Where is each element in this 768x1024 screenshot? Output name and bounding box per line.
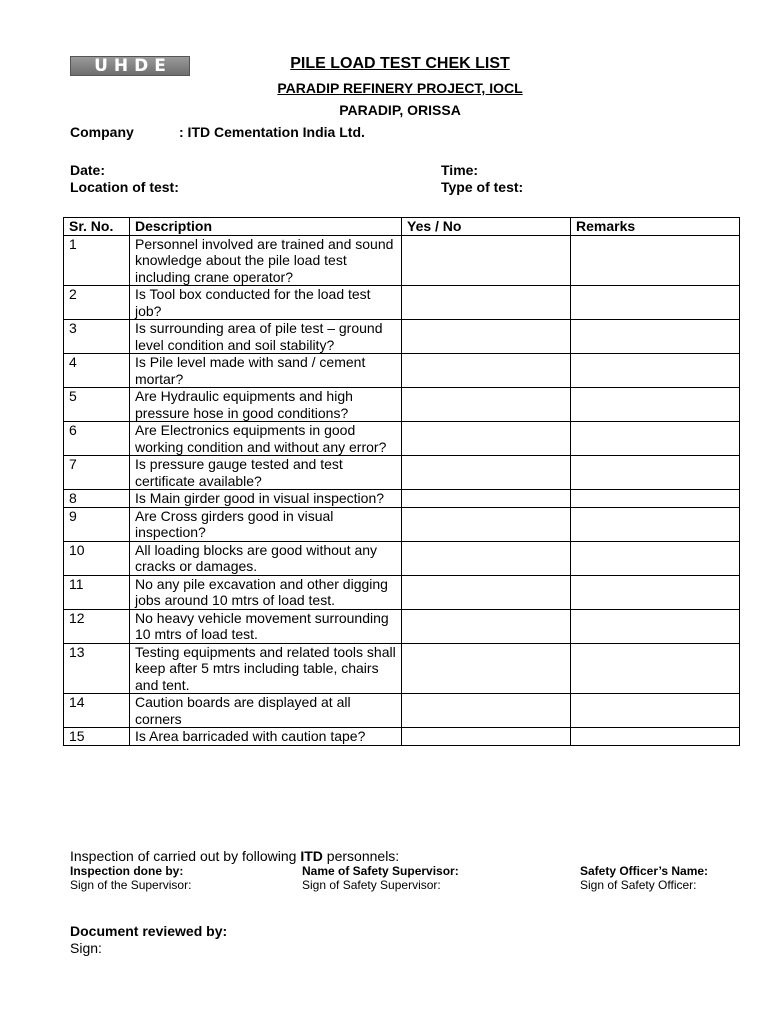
- reviewer-sign-label: Sign:: [70, 940, 102, 956]
- row-yes-no-cell: [402, 541, 571, 575]
- row-yes-no-cell: [402, 490, 571, 508]
- inspection-done-by-label: Inspection done by:: [70, 864, 184, 878]
- row-sr-no: 9: [64, 507, 130, 541]
- row-sr-no: 2: [64, 286, 130, 320]
- row-sr-no: 8: [64, 490, 130, 508]
- table-row: [64, 422, 740, 456]
- document-title: PILE LOAD TEST CHEK LIST: [290, 55, 510, 72]
- inspection-intro-company: ITD: [300, 848, 323, 864]
- location-of-test-label: Location of test:: [70, 179, 179, 195]
- row-description: Is Main girder good in visual inspection?: [130, 490, 402, 508]
- row-description: Are Hydraulic equipments and high pressure hose in good conditions?: [130, 388, 402, 422]
- table-row: [64, 490, 740, 508]
- row-sr-no: 12: [64, 609, 130, 643]
- row-remarks-cell: [571, 507, 740, 541]
- safety-supervisor-sign-label: Sign of Safety Supervisor:: [302, 878, 441, 892]
- type-of-test-label: Type of test:: [441, 179, 524, 195]
- header-sr-no: Sr. No.: [64, 218, 130, 236]
- row-sr-no: 6: [64, 422, 130, 456]
- row-remarks-cell: [571, 694, 740, 728]
- row-description: No heavy vehicle movement surrounding 10 mtrs of load test.: [130, 609, 402, 643]
- safety-supervisor-name-label: Name of Safety Supervisor:: [302, 864, 459, 878]
- row-remarks-cell: [571, 422, 740, 456]
- row-sr-no: 13: [64, 643, 130, 694]
- row-remarks-cell: [571, 235, 740, 286]
- row-sr-no: 5: [64, 388, 130, 422]
- row-yes-no-cell: [402, 286, 571, 320]
- row-description: Testing equipments and related tools shall keep after 5 mtrs including table, chairs and tent.: [130, 643, 402, 694]
- row-yes-no-cell: [402, 728, 571, 746]
- row-description: Are Cross girders good in visual inspection?: [130, 507, 402, 541]
- row-sr-no: 15: [64, 728, 130, 746]
- row-yes-no-cell: [402, 643, 571, 694]
- row-description: All loading blocks are good without any cracks or damages.: [130, 541, 402, 575]
- table-row: [64, 320, 740, 354]
- row-remarks-cell: [571, 388, 740, 422]
- checklist-body: [64, 235, 740, 745]
- row-description: Is Tool box conducted for the load test job?: [130, 286, 402, 320]
- row-remarks-cell: [571, 320, 740, 354]
- project-name: PARADIP REFINERY PROJECT, IOCL: [277, 80, 523, 96]
- table-row: [64, 541, 740, 575]
- table-row: [64, 575, 740, 609]
- table-row: [64, 235, 740, 286]
- row-remarks-cell: [571, 456, 740, 490]
- table-row: [64, 507, 740, 541]
- row-description: No any pile excavation and other digging jobs around 10 mtrs of load test.: [130, 575, 402, 609]
- row-yes-no-cell: [402, 609, 571, 643]
- row-sr-no: 10: [64, 541, 130, 575]
- row-sr-no: 14: [64, 694, 130, 728]
- row-sr-no: 4: [64, 354, 130, 388]
- row-yes-no-cell: [402, 507, 571, 541]
- row-yes-no-cell: [402, 354, 571, 388]
- table-row: [64, 609, 740, 643]
- row-description: Caution boards are displayed at all corners: [130, 694, 402, 728]
- inspection-intro-post: personnels:: [322, 848, 400, 864]
- inspection-intro-pre: Inspection of carried out by following: [70, 848, 301, 864]
- safety-officer-name-label: Safety Officer’s Name:: [580, 864, 709, 878]
- supervisor-sign-label: Sign of the Supervisor:: [70, 878, 192, 892]
- safety-officer-sign-label: Sign of Safety Officer:: [580, 878, 697, 892]
- date-label: Date:: [70, 162, 106, 178]
- company-value: : ITD Cementation India Ltd.: [179, 124, 365, 140]
- row-remarks-cell: [571, 728, 740, 746]
- checklist-table: [63, 217, 740, 746]
- document-reviewed-by-label: Document reviewed by:: [70, 923, 228, 939]
- row-remarks-cell: [571, 354, 740, 388]
- header-description: Description: [130, 218, 402, 236]
- table-row: [64, 286, 740, 320]
- header-remarks: Remarks: [571, 218, 740, 236]
- row-yes-no-cell: [402, 456, 571, 490]
- row-sr-no: 7: [64, 456, 130, 490]
- table-row: [64, 728, 740, 746]
- header-yes-no: Yes / No: [402, 218, 571, 236]
- row-remarks-cell: [571, 541, 740, 575]
- row-description: Is Pile level made with sand / cement mortar?: [130, 354, 402, 388]
- table-row: [64, 643, 740, 694]
- table-row: [64, 354, 740, 388]
- table-header-row: [64, 218, 740, 236]
- row-yes-no-cell: [402, 388, 571, 422]
- row-description: Is surrounding area of pile test – ground level condition and soil stability?: [130, 320, 402, 354]
- row-remarks-cell: [571, 643, 740, 694]
- row-yes-no-cell: [402, 575, 571, 609]
- row-description: Is pressure gauge tested and test certificate available?: [130, 456, 402, 490]
- row-sr-no: 3: [64, 320, 130, 354]
- row-description: Is Area barricaded with caution tape?: [130, 728, 402, 746]
- row-remarks-cell: [571, 490, 740, 508]
- row-yes-no-cell: [402, 422, 571, 456]
- project-location: PARADIP, ORISSA: [339, 102, 461, 118]
- row-description: Are Electronics equipments in good working condition and without any error?: [130, 422, 402, 456]
- row-yes-no-cell: [402, 320, 571, 354]
- row-yes-no-cell: [402, 235, 571, 286]
- row-description: Personnel involved are trained and sound knowledge about the pile load test including crane operator?: [130, 235, 402, 286]
- table-row: [64, 388, 740, 422]
- row-sr-no: 1: [64, 235, 130, 286]
- inspection-intro: [70, 848, 399, 864]
- row-yes-no-cell: [402, 694, 571, 728]
- time-label: Time:: [441, 162, 479, 178]
- row-remarks-cell: [571, 286, 740, 320]
- row-remarks-cell: [571, 609, 740, 643]
- row-remarks-cell: [571, 575, 740, 609]
- logo-text: UHDE: [94, 55, 172, 76]
- company-label: Company: [70, 124, 134, 140]
- row-sr-no: 11: [64, 575, 130, 609]
- table-row: [64, 456, 740, 490]
- table-row: [64, 694, 740, 728]
